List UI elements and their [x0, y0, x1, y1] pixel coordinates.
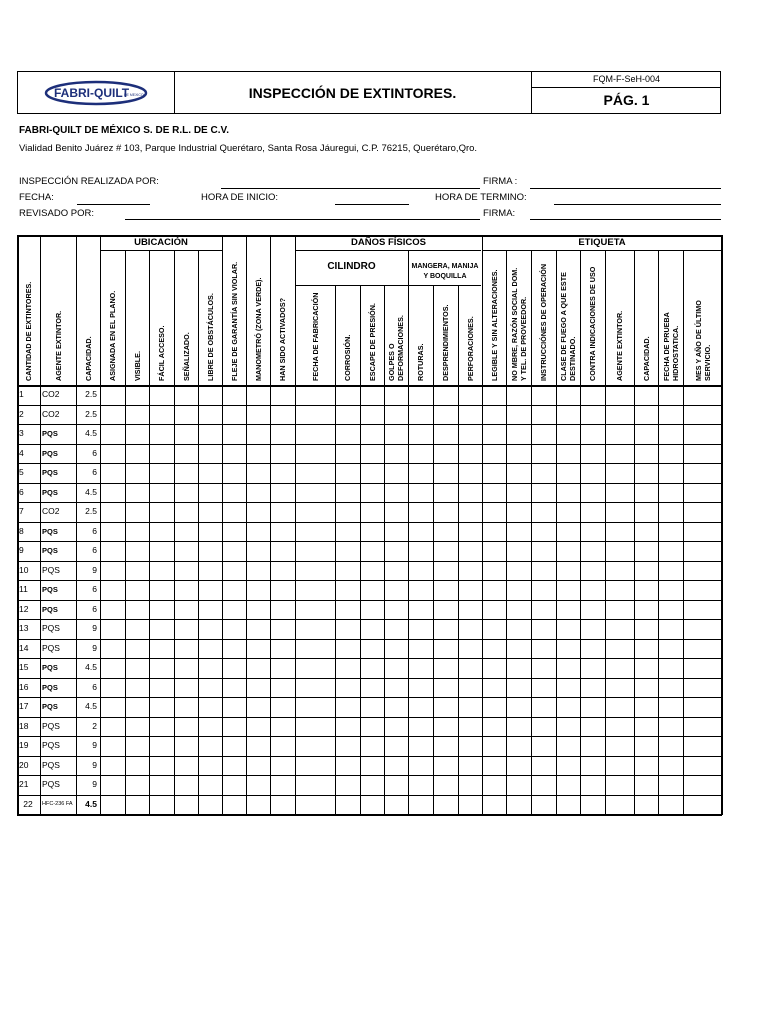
row-capacity: 2.5	[85, 408, 97, 419]
column-header: INSTRUCCIÓNES DE OPERACIÓN	[539, 263, 548, 381]
form-code: FQM-F-SeH-004	[531, 72, 721, 88]
column-header: FECHA DE PRUEBA HIDROSTATICA.	[661, 312, 680, 381]
column-header: CLASE DE FUEGO A QUE ESTE DESTINADO.	[559, 272, 577, 381]
table-column-divider	[580, 250, 581, 814]
column-header: CORROSIÓN.	[343, 334, 352, 381]
end-time-label: HORA DE TERMINO:	[435, 192, 527, 203]
group-ubicacion: UBICACIÓN	[134, 237, 188, 248]
table-column-divider	[605, 250, 606, 814]
column-header: HAN SIDO ACTIVADOS?	[278, 297, 287, 381]
row-agent: PQS	[42, 702, 58, 711]
start-time-label: HORA DE INICIO:	[201, 192, 279, 203]
row-agent: PQS	[42, 564, 60, 575]
signature2-label: FIRMA:	[483, 208, 516, 219]
column-header: DESPRENDIMIENTOS.	[441, 304, 450, 381]
table-column-divider	[634, 250, 635, 814]
row-agent: PQS	[42, 759, 60, 770]
row-agent: PQS	[42, 546, 58, 555]
table-column-divider	[295, 235, 296, 814]
date-field[interactable]	[77, 204, 150, 205]
table-column-divider	[506, 250, 507, 814]
row-agent: PQS	[42, 720, 60, 731]
row-number: 19	[19, 740, 29, 750]
table-border	[17, 814, 722, 816]
table-column-divider	[658, 250, 659, 814]
inspection-by-label: INSPECCIÓN REALIZADA POR:	[19, 176, 159, 187]
column-header: ESCAPE DE PRESIÓN.	[367, 303, 377, 381]
row-number: 12	[19, 603, 29, 614]
row-agent: PQS	[42, 740, 60, 750]
table-row-divider	[17, 756, 722, 757]
table-row-divider	[17, 639, 722, 640]
table-column-divider	[100, 235, 101, 814]
row-agent: PQS	[42, 779, 60, 789]
table-row-divider	[17, 522, 722, 523]
table-gridline	[295, 250, 481, 251]
column-header: ASIGNADA EN EL PLANO.	[108, 290, 117, 381]
group-etiqueta: ETIQUETA	[578, 237, 626, 248]
table-column-divider	[556, 250, 557, 814]
column-header: FÁCIL ACCESO.	[157, 325, 166, 381]
column-header: NO MBRE, RAZÓN SOCIAL DOM. Y TEL. DE PROVEEDOR.	[509, 267, 528, 381]
row-capacity: 9	[92, 759, 97, 770]
row-agent: PQS	[42, 663, 58, 672]
row-number: 15	[19, 662, 29, 672]
row-capacity: 2.5	[85, 506, 97, 516]
column-header: CANTIDAD DE EXTINTORES.	[24, 281, 33, 381]
group-danos-fisicos: DAÑOS FÍSICOS	[351, 237, 426, 248]
column-header: MES Y AÑO DE ÚLTIMO SERVICIO.	[693, 300, 712, 381]
row-agent: PQS	[42, 487, 58, 497]
row-capacity: 6	[92, 545, 97, 555]
table-row-divider	[17, 736, 722, 737]
table-column-divider	[246, 235, 247, 814]
row-number: 13	[19, 623, 29, 633]
row-agent: PQS	[42, 468, 58, 477]
row-number: 5	[19, 467, 24, 477]
table-column-divider	[270, 235, 271, 814]
row-agent: PQS	[42, 585, 58, 594]
table-row-divider	[17, 697, 722, 698]
table-column-divider	[198, 250, 199, 814]
form-header	[17, 71, 721, 114]
row-agent: HFC-236 FA	[42, 800, 73, 807]
signature-label: FIRMA :	[483, 176, 518, 187]
row-capacity: 2.5	[85, 389, 97, 399]
row-capacity: 9	[92, 564, 97, 575]
table-column-divider	[335, 285, 336, 814]
row-capacity: 9	[92, 740, 97, 750]
start-time-field[interactable]	[335, 204, 409, 205]
logo-text: FABRI-QUILT	[54, 85, 130, 100]
table-row-divider	[17, 619, 722, 620]
table-row-divider	[17, 795, 722, 796]
table-column-divider	[458, 285, 459, 814]
table-row-divider	[17, 405, 722, 406]
company-name: FABRI-QUILT DE MÉXICO S. DE R.L. DE C.V.	[19, 125, 230, 136]
group-manguera: MANGERA, MANIJA Y BOQUILLA	[411, 263, 479, 280]
row-capacity: 6	[92, 584, 97, 594]
column-header: LIBRE DE OBSTÁCULOS.	[205, 293, 215, 381]
table-row-divider	[17, 658, 722, 659]
table-row-divider	[17, 580, 722, 581]
logo-subtext: DE MEXICO	[124, 92, 144, 97]
table-column-divider	[683, 250, 684, 814]
table-row-divider	[17, 483, 722, 484]
column-header: FECHA DE FABRICACIÓN	[310, 292, 320, 381]
table-column-divider	[174, 250, 175, 814]
column-header: GOLPES O DEFORMACIONES.	[387, 315, 405, 381]
row-number: 11	[19, 584, 28, 594]
row-number: 18	[19, 720, 29, 731]
table-column-divider	[222, 235, 223, 814]
row-number: 1	[19, 389, 24, 399]
row-number: 8	[19, 525, 24, 536]
row-capacity: 4.5	[85, 798, 97, 809]
column-header: FLEJE DE GARANTÍA SIN VIOLAR.	[229, 261, 239, 381]
row-agent: CO2	[42, 389, 60, 399]
column-header: AGENTE EXTINTOR.	[615, 310, 624, 381]
table-row-divider	[17, 424, 722, 425]
table-column-divider	[433, 285, 434, 814]
signature-field[interactable]	[530, 188, 721, 189]
row-number: 22	[23, 798, 33, 809]
row-agent: PQS	[42, 604, 58, 614]
row-capacity: 4.5	[85, 486, 97, 497]
row-number: 9	[19, 545, 24, 555]
column-header: VISIBLE.	[132, 351, 142, 381]
form-title: INSPECCIÓN DE EXTINTORES.	[248, 84, 457, 101]
table-column-divider	[408, 250, 409, 814]
row-capacity: 6	[92, 447, 97, 458]
company-logo	[18, 72, 175, 113]
reviewed-by-field[interactable]	[125, 219, 480, 220]
table-row-divider	[17, 717, 722, 718]
table-column-divider	[384, 285, 385, 814]
table-column-divider	[125, 250, 126, 814]
date-label: FECHA:	[19, 192, 54, 203]
row-number: 7	[19, 506, 24, 516]
table-column-divider	[360, 285, 361, 814]
row-number: 10	[19, 564, 29, 575]
row-capacity: 4.5	[85, 701, 97, 711]
row-number: 4	[19, 447, 24, 458]
row-capacity: 6	[92, 603, 97, 614]
table-row-divider	[17, 502, 722, 503]
table-row-divider	[17, 541, 722, 542]
page-number: PÁG. 1	[531, 87, 721, 113]
end-time-field[interactable]	[554, 204, 721, 205]
row-number: 14	[19, 642, 29, 653]
row-capacity: 6	[92, 681, 97, 692]
table-border	[721, 235, 723, 815]
row-capacity: 6	[92, 467, 97, 477]
row-capacity: 4.5	[85, 662, 97, 672]
signature2-field[interactable]	[530, 219, 721, 220]
column-header: LEGIBLE Y SIN ALTERACIONES.	[489, 269, 499, 381]
table-gridline	[100, 250, 222, 251]
table-gridline	[17, 385, 722, 387]
table-gridline	[295, 285, 481, 286]
inspection-by-field[interactable]	[221, 188, 480, 189]
row-capacity: 4.5	[85, 428, 97, 438]
company-address: Vialidad Benito Juárez # 103, Parque Industrial Querétaro, Santa Rosa Jáuregui, C.P. 76215, Querétaro,Qro.	[19, 143, 478, 154]
table-row-divider	[17, 444, 722, 445]
column-header: ROTURAS.	[416, 343, 425, 381]
row-agent: PQS	[42, 682, 58, 692]
row-number: 21	[19, 779, 29, 789]
table-gridline	[482, 250, 722, 251]
table-column-divider	[482, 235, 483, 814]
table-row-divider	[17, 600, 722, 601]
column-header: PERFORACIONES.	[465, 316, 475, 381]
table-row-divider	[17, 678, 722, 679]
row-agent: CO2	[42, 506, 60, 516]
table-row-divider	[17, 775, 722, 776]
row-number: 17	[19, 701, 29, 711]
table-column-divider	[531, 250, 532, 814]
column-header: MANOMETRÓ (ZONA VERDE).	[253, 277, 263, 381]
row-agent: PQS	[42, 429, 58, 438]
row-capacity: 9	[92, 623, 97, 633]
row-number: 6	[19, 486, 24, 497]
row-agent: PQS	[42, 623, 60, 633]
table-column-divider	[149, 250, 150, 814]
column-header: CONTRA INDICACIONES DE USO	[588, 266, 597, 381]
group-cilindro: CILINDRO	[327, 261, 376, 272]
row-number: 3	[19, 428, 24, 438]
row-number: 20	[19, 759, 29, 770]
row-agent: PQS	[42, 448, 58, 458]
row-capacity: 9	[92, 779, 97, 789]
row-capacity: 6	[92, 525, 97, 536]
column-header: CAPACIDAD.	[641, 336, 651, 381]
row-capacity: 9	[92, 642, 97, 653]
row-number: 16	[19, 681, 29, 692]
reviewed-by-label: REVISADO POR:	[19, 208, 94, 219]
fabri-quilt-logo-icon	[44, 80, 148, 106]
column-header: AGENTE EXTINTOR.	[53, 310, 63, 381]
row-capacity: 2	[92, 720, 97, 731]
row-number: 2	[19, 408, 24, 419]
table-row-divider	[17, 561, 722, 562]
table-row-divider	[17, 463, 722, 464]
row-agent: PQS	[42, 526, 58, 536]
row-agent: PQS	[42, 642, 60, 653]
column-header: SEÑALIZADO.	[181, 332, 191, 381]
row-agent: CO2	[42, 408, 60, 419]
column-header: CAPACIDAD.	[83, 336, 93, 381]
